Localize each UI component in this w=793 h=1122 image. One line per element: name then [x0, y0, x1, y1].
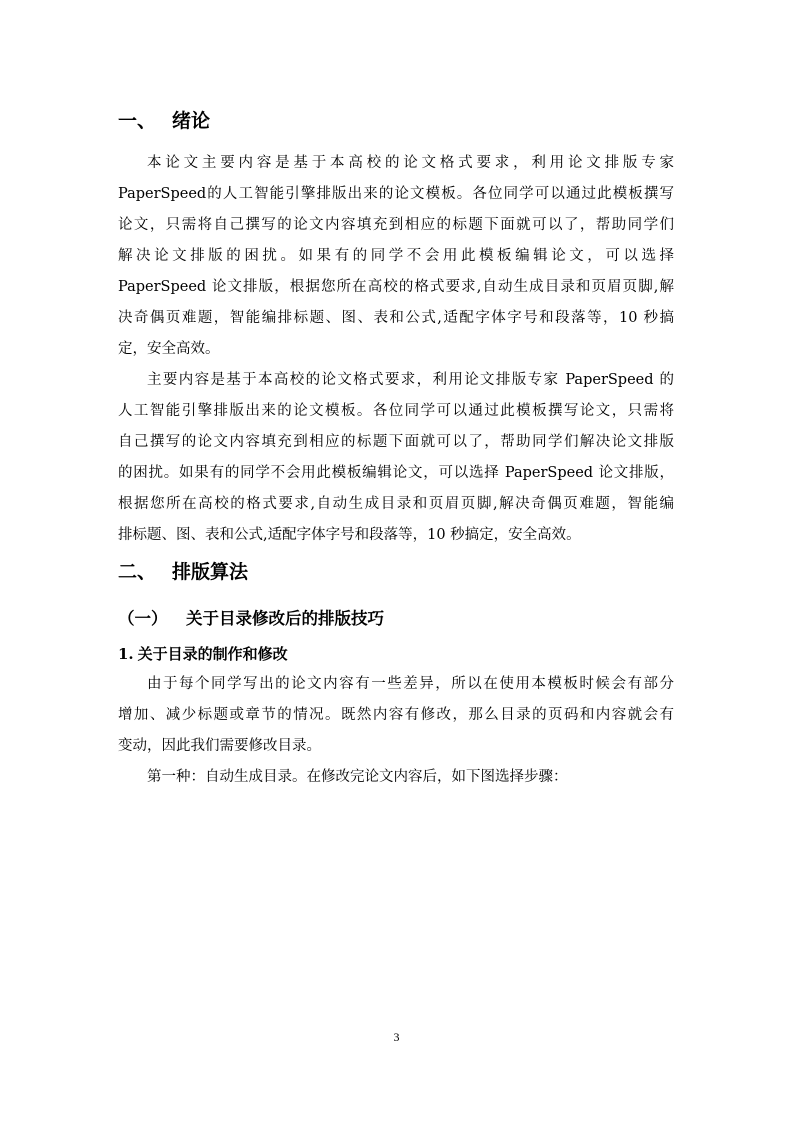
text-line: 第一种：自动生成目录。在修改完论文内容后，如下图选择步骤：	[147, 769, 568, 785]
section-heading-layout-algorithm	[118, 555, 674, 589]
text-line: 定，安全高效。	[118, 341, 220, 357]
text-line: 自己撰写的论文内容填充到相应的标题下面就可以了，帮助同学们解决论文排版	[118, 434, 674, 450]
subsection-number: （一）	[118, 609, 168, 628]
section-heading-intro	[118, 104, 674, 138]
text-line: 本论文主要内容是基于本高校的论文格式要求，利用论文排版专家	[147, 155, 674, 171]
section-title: 排版算法	[172, 561, 249, 583]
toc-paragraph-1	[118, 669, 674, 762]
text-line: 人工智能引擎排版出来的论文模板。各位同学可以通过此模板撰写论文，只需将	[118, 403, 674, 419]
text-line: 决奇偶页难题，智能编排标题、图、表和公式,适配字体字号和段落等，10 秒搞	[118, 310, 674, 326]
item-number: 1.	[118, 645, 134, 663]
item-title: 关于目录的制作和修改	[137, 645, 288, 663]
toc-paragraph-2	[118, 762, 674, 793]
text-line: PaperSpeed 论文排版，根据您所在高校的格式要求,自动生成目录和页眉页脚,解	[118, 279, 674, 295]
text-line: 论文，只需将自己撰写的论文内容填充到相应的标题下面就可以了，帮助同学们	[118, 217, 674, 233]
intro-paragraph-2	[118, 365, 674, 551]
page-number: 3	[393, 1030, 400, 1044]
text-line: 变动，因此我们需要修改目录。	[118, 738, 321, 754]
subsection-title: 关于目录修改后的排版技巧	[186, 609, 384, 628]
section-title: 绪论	[172, 110, 211, 132]
text-line: PaperSpeed的人工智能引擎排版出来的论文模板。各位同学可以通过此模板撰写	[118, 186, 674, 202]
item-heading	[118, 639, 674, 669]
text-line: 由于每个同学写出的论文内容有一些差异，所以在使用本模板时候会有部分	[147, 676, 674, 692]
text-line: 解决论文排版的困扰。如果有的同学不会用此模板编辑论文，可以选择	[118, 248, 674, 264]
text-line: 排标题、图、表和公式,适配字体字号和段落等，10 秒搞定，安全高效。	[118, 527, 581, 543]
text-line: 主要内容是基于本高校的论文格式要求，利用论文排版专家 PaperSpeed 的	[147, 372, 674, 388]
text-line: 的困扰。如果有的同学不会用此模板编辑论文，可以选择 PaperSpeed 论文排版，	[118, 465, 674, 481]
section-number: 二、	[118, 561, 157, 583]
subsection-heading	[118, 603, 674, 635]
section-number: 一、	[118, 110, 157, 132]
text-line: 增加、减少标题或章节的情况。既然内容有修改，那么目录的页码和内容就会有	[118, 707, 674, 723]
text-line: 根据您所在高校的格式要求,自动生成目录和页眉页脚,解决奇偶页难题，智能编	[118, 496, 674, 512]
page-content	[118, 104, 674, 793]
intro-paragraph-1	[118, 148, 674, 365]
